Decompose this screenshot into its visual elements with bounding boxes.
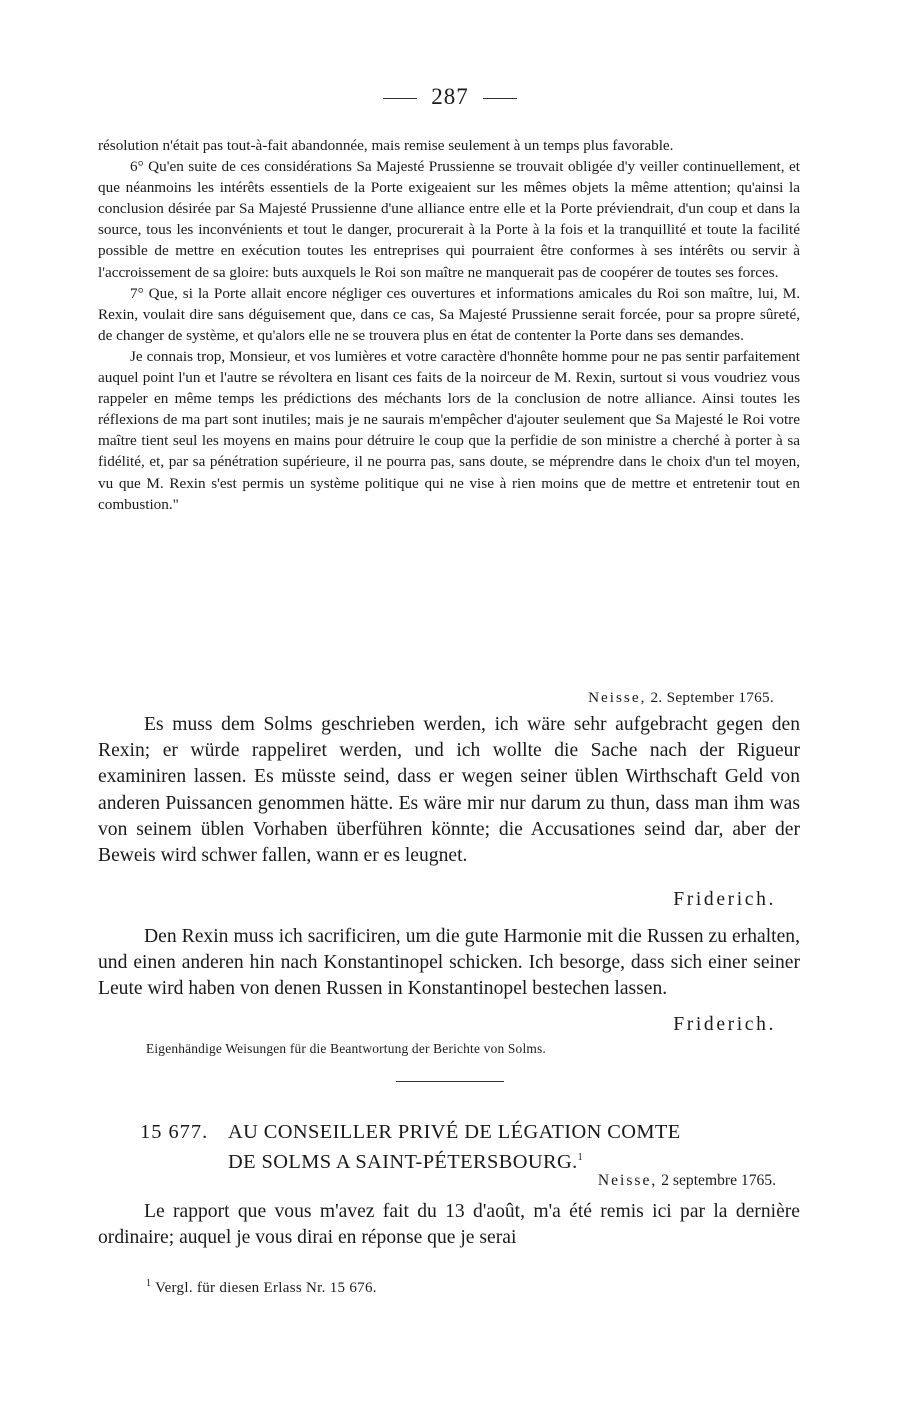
heading-line-2 (140, 1145, 800, 1175)
letter-body (98, 135, 800, 515)
footnote-mark: 1 (146, 1278, 152, 1289)
dateline-date: 2 septembre 1765. (661, 1172, 776, 1189)
dateline-place: Neisse, (597, 1172, 658, 1189)
heading-text-1: AU CONSEILLER PRIVÉ DE LÉGATION COMTE (228, 1121, 681, 1143)
page-number (0, 84, 900, 110)
letter-dateline (588, 689, 774, 707)
editorial-note: Eigenhändige Weisungen für die Beantwortung der Berichte von Solms. (146, 1041, 546, 1056)
order-2-text: Den Rexin muss ich sacrificiren, um die gute Harmonie mit die Russen zu erhalten, und einen anderen hin nach Konstantinopel schicken. Ich besorge, dass sich einer seiner Leute wird haben von denen Russen in Konstantinopel bestechen lassen. (98, 926, 800, 1000)
heading-text-2: DE SOLMS A SAINT-PÉTERSBOURG. (228, 1150, 578, 1173)
heading-footnote-mark: 1 (577, 1152, 584, 1163)
section-divider (396, 1081, 504, 1082)
letter-paragraph-3: 7° Que, si la Porte allait encore négliger ces ouvertures et informations amicales du Roi son maître, lui, M. Rexin, voulait dire sans déguisement que, dans ce cas, Sa Majesté Prussienne serait forcée, pour sa propre sûreté, de changer de système, et qu'alors elle ne se trouvera plus en état de contenter la Porte dans ses demandes. (98, 284, 800, 344)
dash-right (483, 98, 517, 99)
order-2 (98, 924, 800, 1003)
letter-paragraph-1: résolution n'était pas tout-à-fait abandonnée, mais remise seulement à un temps plus favorable. (98, 137, 674, 154)
document-dateline (598, 1172, 776, 1190)
new-letter-text: Le rapport que vous m'avez fait du 13 d'août, m'a été remis ici par la dernière ordinaire; auquel je vous dirai en réponse que je serai (98, 1201, 800, 1249)
order-1-text: Es muss dem Solms geschrieben werden, ich wäre sehr aufgebracht gegen den Rexin; er würde rappeliret werden, und ich wollte die Sache nach der Rigueur examiniren lassen. Es müsste seind, dass er wegen seiner üblen Wirthschaft Geld von anderen Puissancen genommen hätte. Es wäre mir nur darum zu thun, dass man ihm was von seinem üblen Vorhaben überführen könnte; die Accusationes seind dar, aber der Beweis wird schwer fallen, wann er es leugnet. (98, 714, 800, 867)
page-number-text: 287 (431, 84, 469, 109)
new-letter-body (98, 1199, 800, 1251)
letter-place: Neisse, (588, 689, 647, 706)
document-heading (140, 1119, 800, 1175)
signature-2: Friderich. (673, 1014, 776, 1035)
document-number: 15 677. (140, 1121, 209, 1143)
dash-left (383, 98, 417, 99)
heading-line-1 (140, 1119, 800, 1145)
signature-1: Friderich. (673, 889, 776, 910)
order-1 (98, 712, 800, 869)
letter-paragraph-4: Je connais trop, Monsieur, et vos lumières et votre caractère d'honnête homme pour ne pas sentir parfaitement auquel point l'un et l'autre se révoltera en lisant ces faits de la noirceur de M. Rexin, surtout si vous voudriez vous rappeler en même temps les prédictions des méchants lors de la conclusion de notre alliance. Ainsi toutes les réflexions de ma part sont inutiles; mais je ne saurais m'empêcher d'ajouter seulement que Sa Majesté le Roi votre maître tient seul les moyens en mains pour détruire le coup que la perfidie de son ministre a cherché à porter à sa fidélité, et, par sa pénétration supérieure, il ne pourra pas, sans doute, se méprendre dans le choix d'un tel moyen, vu que M. Rexin s'est permis un système politique qui ne vise à rien moins que de mettre et entretenir tout en combustion." (98, 347, 800, 513)
footnote-text: Vergl. für diesen Erlass Nr. 15 676. (155, 1280, 377, 1296)
letter-paragraph-2: 6° Qu'en suite de ces considérations Sa Majesté Prussienne se trouvait obligée d'y veiller continuellement, et que néanmoins les intérêts essentiels de la Porte exigeaient sur les mêmes objets la même attention; qu'ainsi la conclusion désirée par Sa Majesté Prussienne d'une alliance entre elle et la Porte préviendrait, d'un coup et dans la source, tous les inconvénients et tout le danger, procurerait à la Porte à la fois et la tranquillité et toute la facilité possible de mettre en exécution toutes les entreprises qui pourraient être conformes à ses intérêts ou servir à l'accroissement de sa gloire: buts auxquels le Roi son maître ne manquerait pas de coopérer de toutes ses forces. (98, 158, 800, 281)
letter-date: 2. September 1765. (650, 689, 774, 706)
footnote (146, 1278, 377, 1297)
